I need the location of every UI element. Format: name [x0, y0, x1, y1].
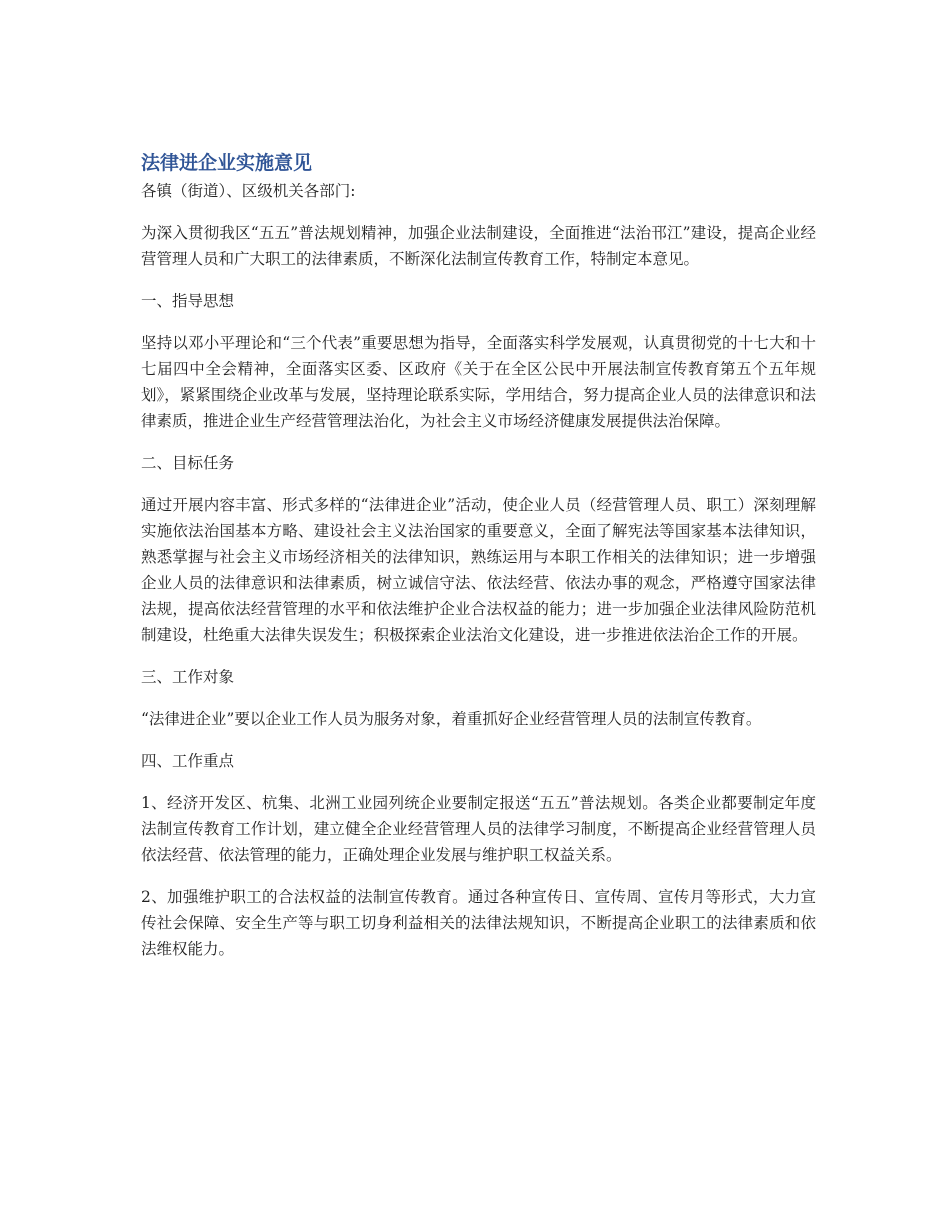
section-heading-guiding-ideology: 一、指导思想: [141, 292, 235, 310]
document-title: 法律进企业实施意见: [141, 152, 313, 174]
section-paragraph: 2、加强维护职工的合法权益的法制宣传教育。通过各种宣传日、宣传周、宣传月等形式，大力宣传社会保障、安全生产等与职工切身利益相关的法律法规知识，不断提高企业职工的法律素质和依法维权能力。: [141, 888, 816, 958]
section-paragraph: 1、经济开发区、杭集、北洲工业园列统企业要制定报送“五五”普法规划。各类企业都要制定年度法制宣传教育工作计划，建立健全企业经营管理人员的法律学习制度，不断提高企业经营管理人员依法经营、依法管理的能力，正确处理企业发展与维护职工权益关系。: [141, 794, 816, 864]
salutation: 各镇（街道）、区级机关各部门:: [141, 182, 356, 200]
intro-paragraph: 为深入贯彻我区“五五”普法规划精神，加强企业法制建设，全面推进“法治邗江”建设，提高企业经营管理人员和广大职工的法律素质，不断深化法制宣传教育工作，特制定本意见。: [141, 224, 816, 268]
section-paragraph: “法律进企业”要以企业工作人员为服务对象，着重抓好企业经营管理人员的法制宣传教育。: [141, 710, 762, 728]
section-heading-goals: 二、目标任务: [141, 454, 235, 472]
section-heading-focus: 四、工作重点: [141, 752, 235, 770]
section-paragraph: 通过开展内容丰富、形式多样的“法律进企业”活动，使企业人员（经营管理人员、职工）深刻理解实施依法治国基本方略、建设社会主义法治国家的重要意义，全面了解宪法等国家基本法律知识，熟悉掌握与社会主义市场经济相关的法律知识，熟练运用与本职工作相关的法律知识；进一步增强企业人员的法律意识和法律素质，树立诚信守法、依法经营、依法办事的观念，严格遵守国家法律法规，提高依法经营管理的水平和依法维护企业合法权益的能力；进一步加强企业法律风险防范机制建设，杜绝重大法律失误发生；积极探索企业法治文化建设，进一步推进依法治企工作的开展。: [141, 496, 816, 644]
section-heading-targets: 三、工作对象: [141, 668, 235, 686]
section-paragraph: 坚持以邓小平理论和“三个代表”重要思想为指导，全面落实科学发展观，认真贯彻党的十七大和十七届四中全会精神，全面落实区委、区政府《关于在全区公民中开展法制宣传教育第五个五年规划》，紧紧围绕企业改革与发展，坚持理论联系实际，学用结合，努力提高企业人员的法律意识和法律素质，推进企业生产经营管理法治化，为社会主义市场经济健康发展提供法治保障。: [141, 334, 816, 430]
document-page: [141, 148, 816, 978]
